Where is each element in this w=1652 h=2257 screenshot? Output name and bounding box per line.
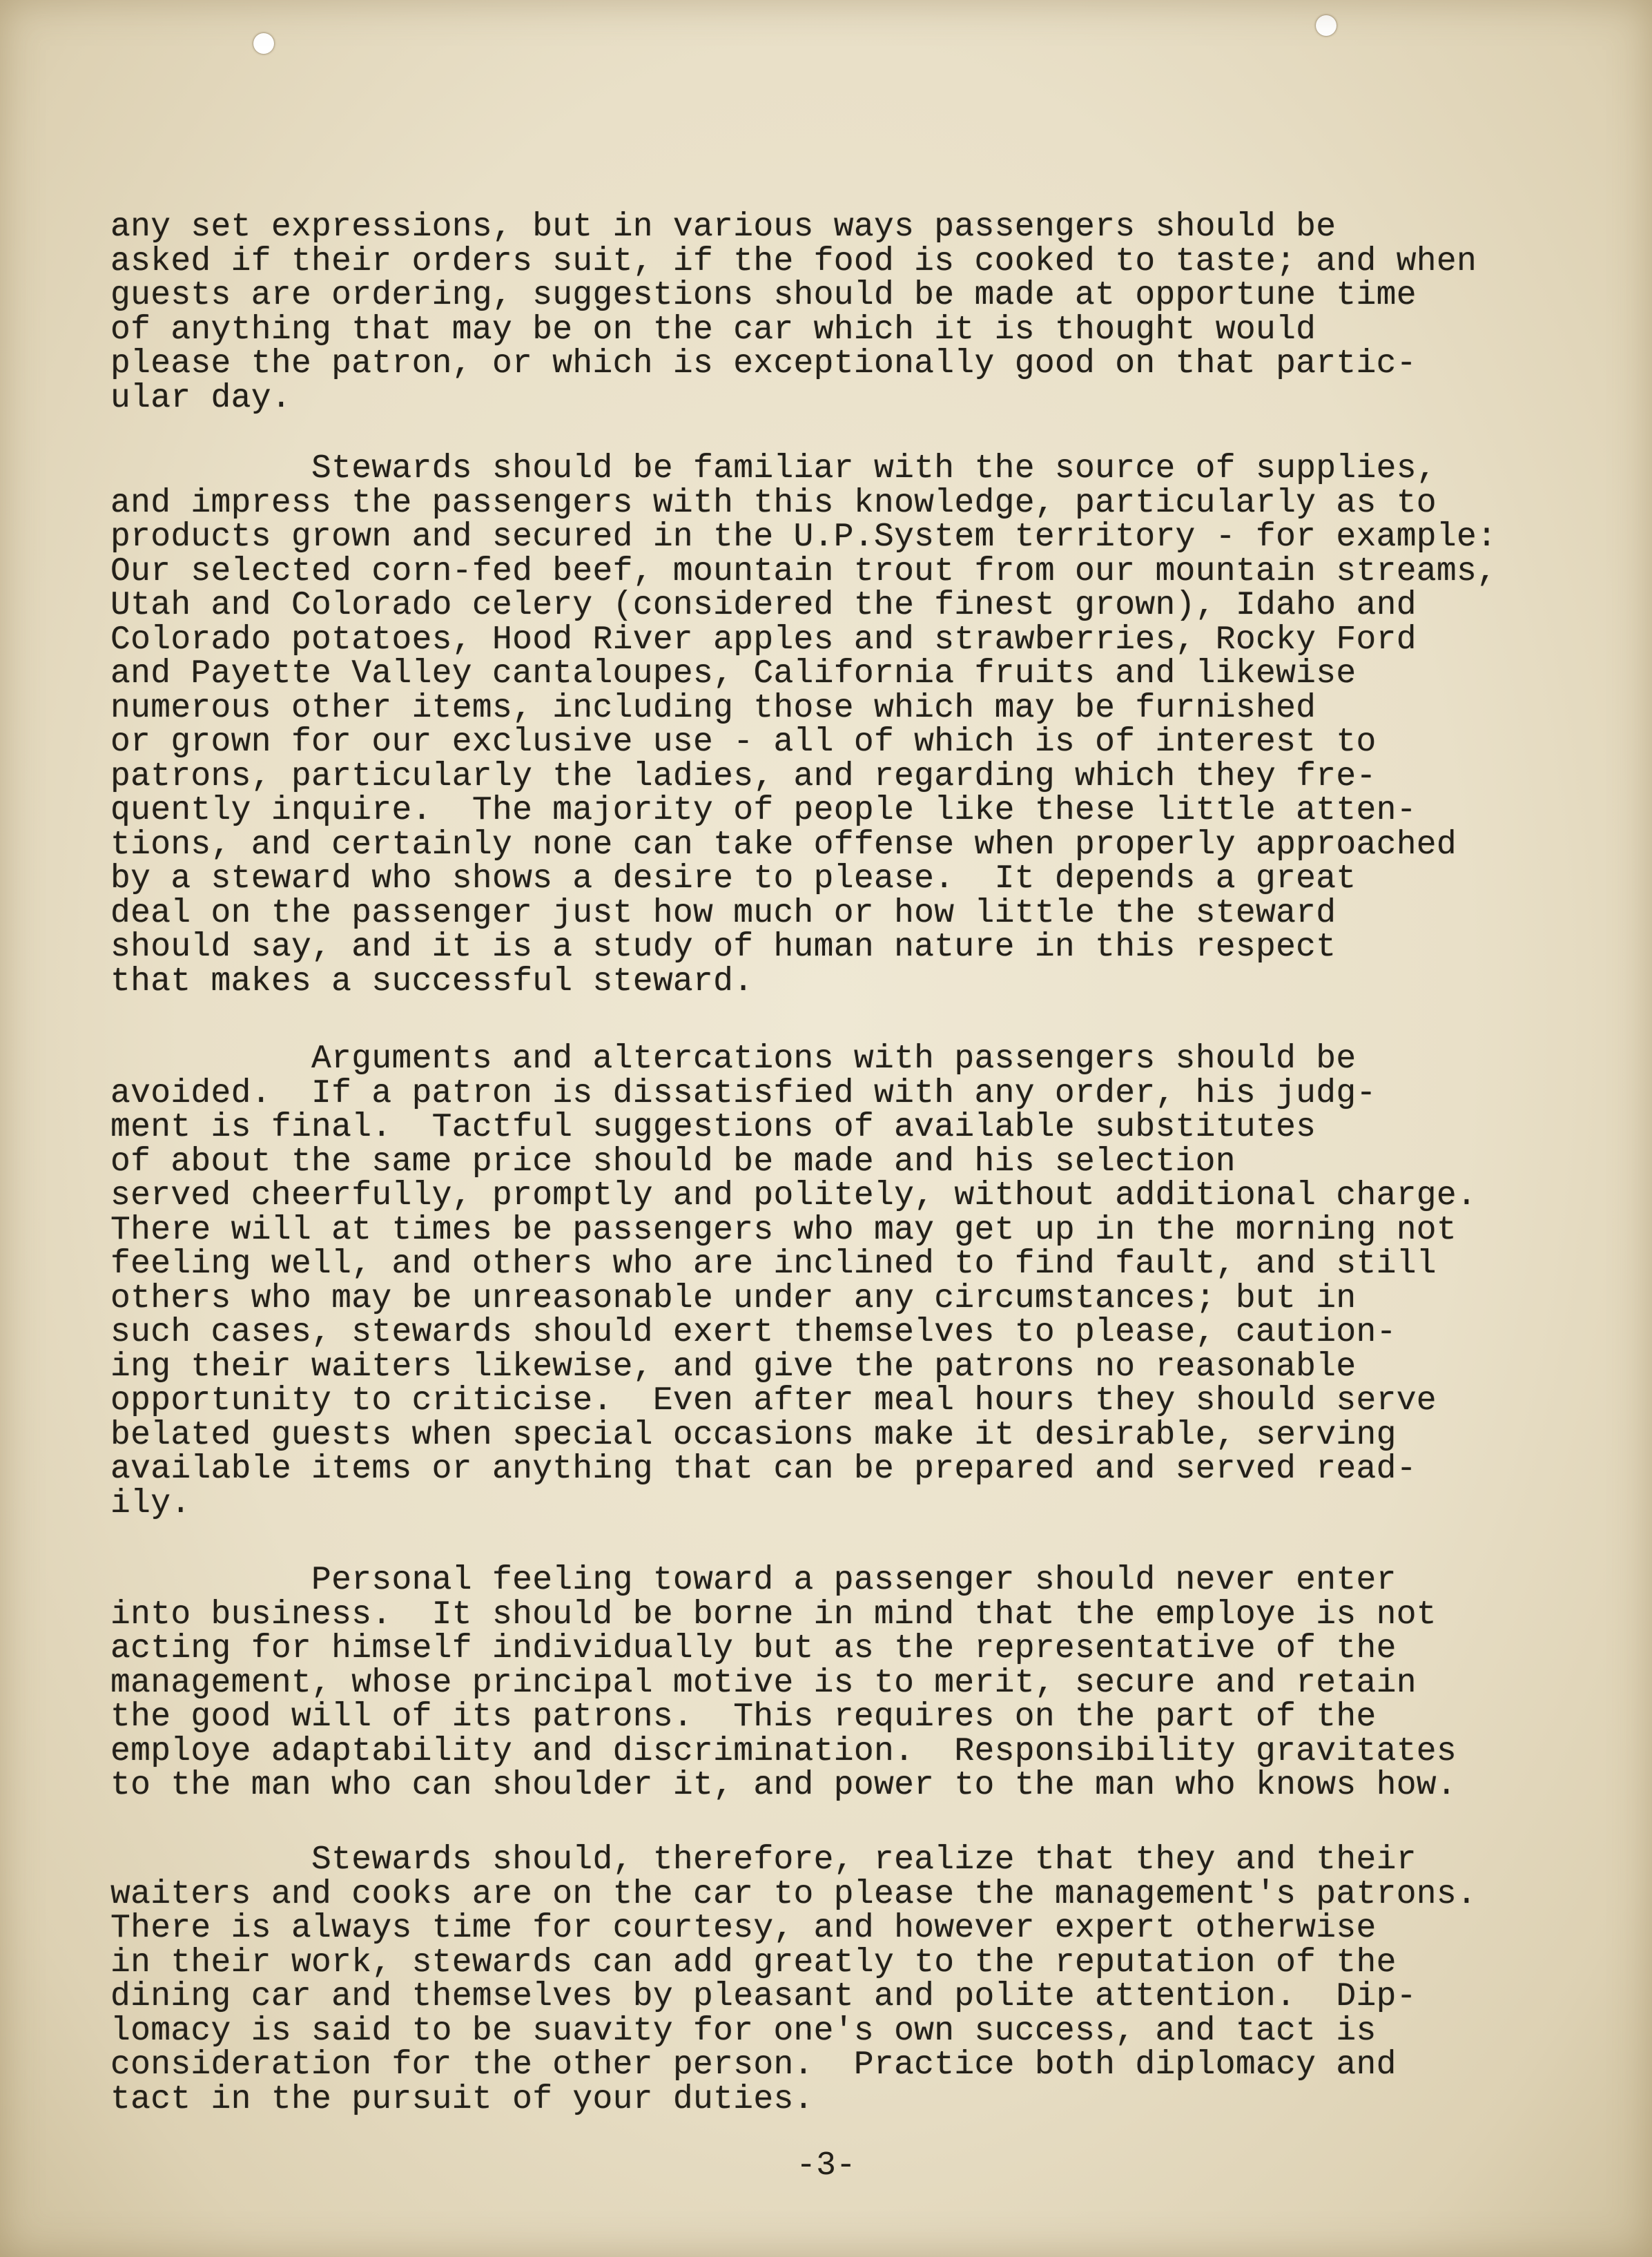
paragraph-supplies: Stewards should be familiar with the source of supplies, and impress the passengers with this knowledge, particularly as to products grown and secured in the U.P.System territory - for example: Our selected corn-fed beef, mountain trout from our mountain streams, Utah and Colorado celery (considered the finest grown), Idaho and Colorado potatoes, Hood River apples and strawberries, Rocky Ford and Payette Valley cantaloupes, California fruits and likewise numerous other items, including those which may be furnished or grown for our exclusive use - all of which is of interest to patrons, particularly the ladies, and regarding which they fre- quently inquire. The majority of people like these little atten- tions, and certainly none can take offense when properly approached by a steward who shows a desire to please. It depends a great deal on the passenger just how much or how little the steward should say, and it is a study of human nature in this respect that makes a successful steward. xyxy=(110,450,1497,1000)
paragraph-personal-feeling: Personal feeling toward a passenger should never enter into business. It should be borne in mind that the employe is not acting for himself individually but as the representative of the management, whose principal motive is to merit, secure and retain the good will of its patrons. This requires on the part of the employe adaptability and discrimination. Responsibility gravitates to the man who can shoulder it, and power to the man who knows how. xyxy=(110,1562,1457,1804)
paragraph-courtesy: Stewards should, therefore, realize that they and their waiters and cooks are on the car to please the management's patrons. There is always time for courtesy, and however expert otherwise in their work, stewards can add greatly to the reputation of the dining car and themselves by pleasant and polite attention. Dip- lomacy is said to be suavity for one's own success, and tact is consideration for the other person. Practice both diplomacy and tact in the pursuit of your duties. xyxy=(110,1841,1477,2118)
paragraph-continuation: any set expressions, but in various ways passengers should be asked if their orders suit, if the food is cooked to taste; and when guests are ordering, suggestions should be made at opportune time of anything that may be on the car which it is thought would please the patron, or which is exceptionally good on that partic- ular day. xyxy=(110,209,1477,417)
punch-hole-right xyxy=(1316,15,1337,36)
paragraph-arguments: Arguments and altercations with passengers should be avoided. If a patron is dissatisfied with any order, his judg- ment is final. Tactful suggestions of available substitutes of about the same price should be made and his selection served cheerfully, promptly and politely, without additional charge. There will at times be passengers who may get up in the morning not feeling well, and others who are inclined to find fault, and still others who may be unreasonable under any circumstances; but in such cases, stewards should exert themselves to please, caution- ing their waiters likewise, and give the patrons no reasonable opportunity to criticise. Even after meal hours they should serve belated guests when special occasions make it desirable, serving available items or anything that can be prepared and served read- ily. xyxy=(110,1040,1477,1522)
page-number: -3- xyxy=(796,2147,856,2185)
punch-hole-left xyxy=(253,33,274,54)
